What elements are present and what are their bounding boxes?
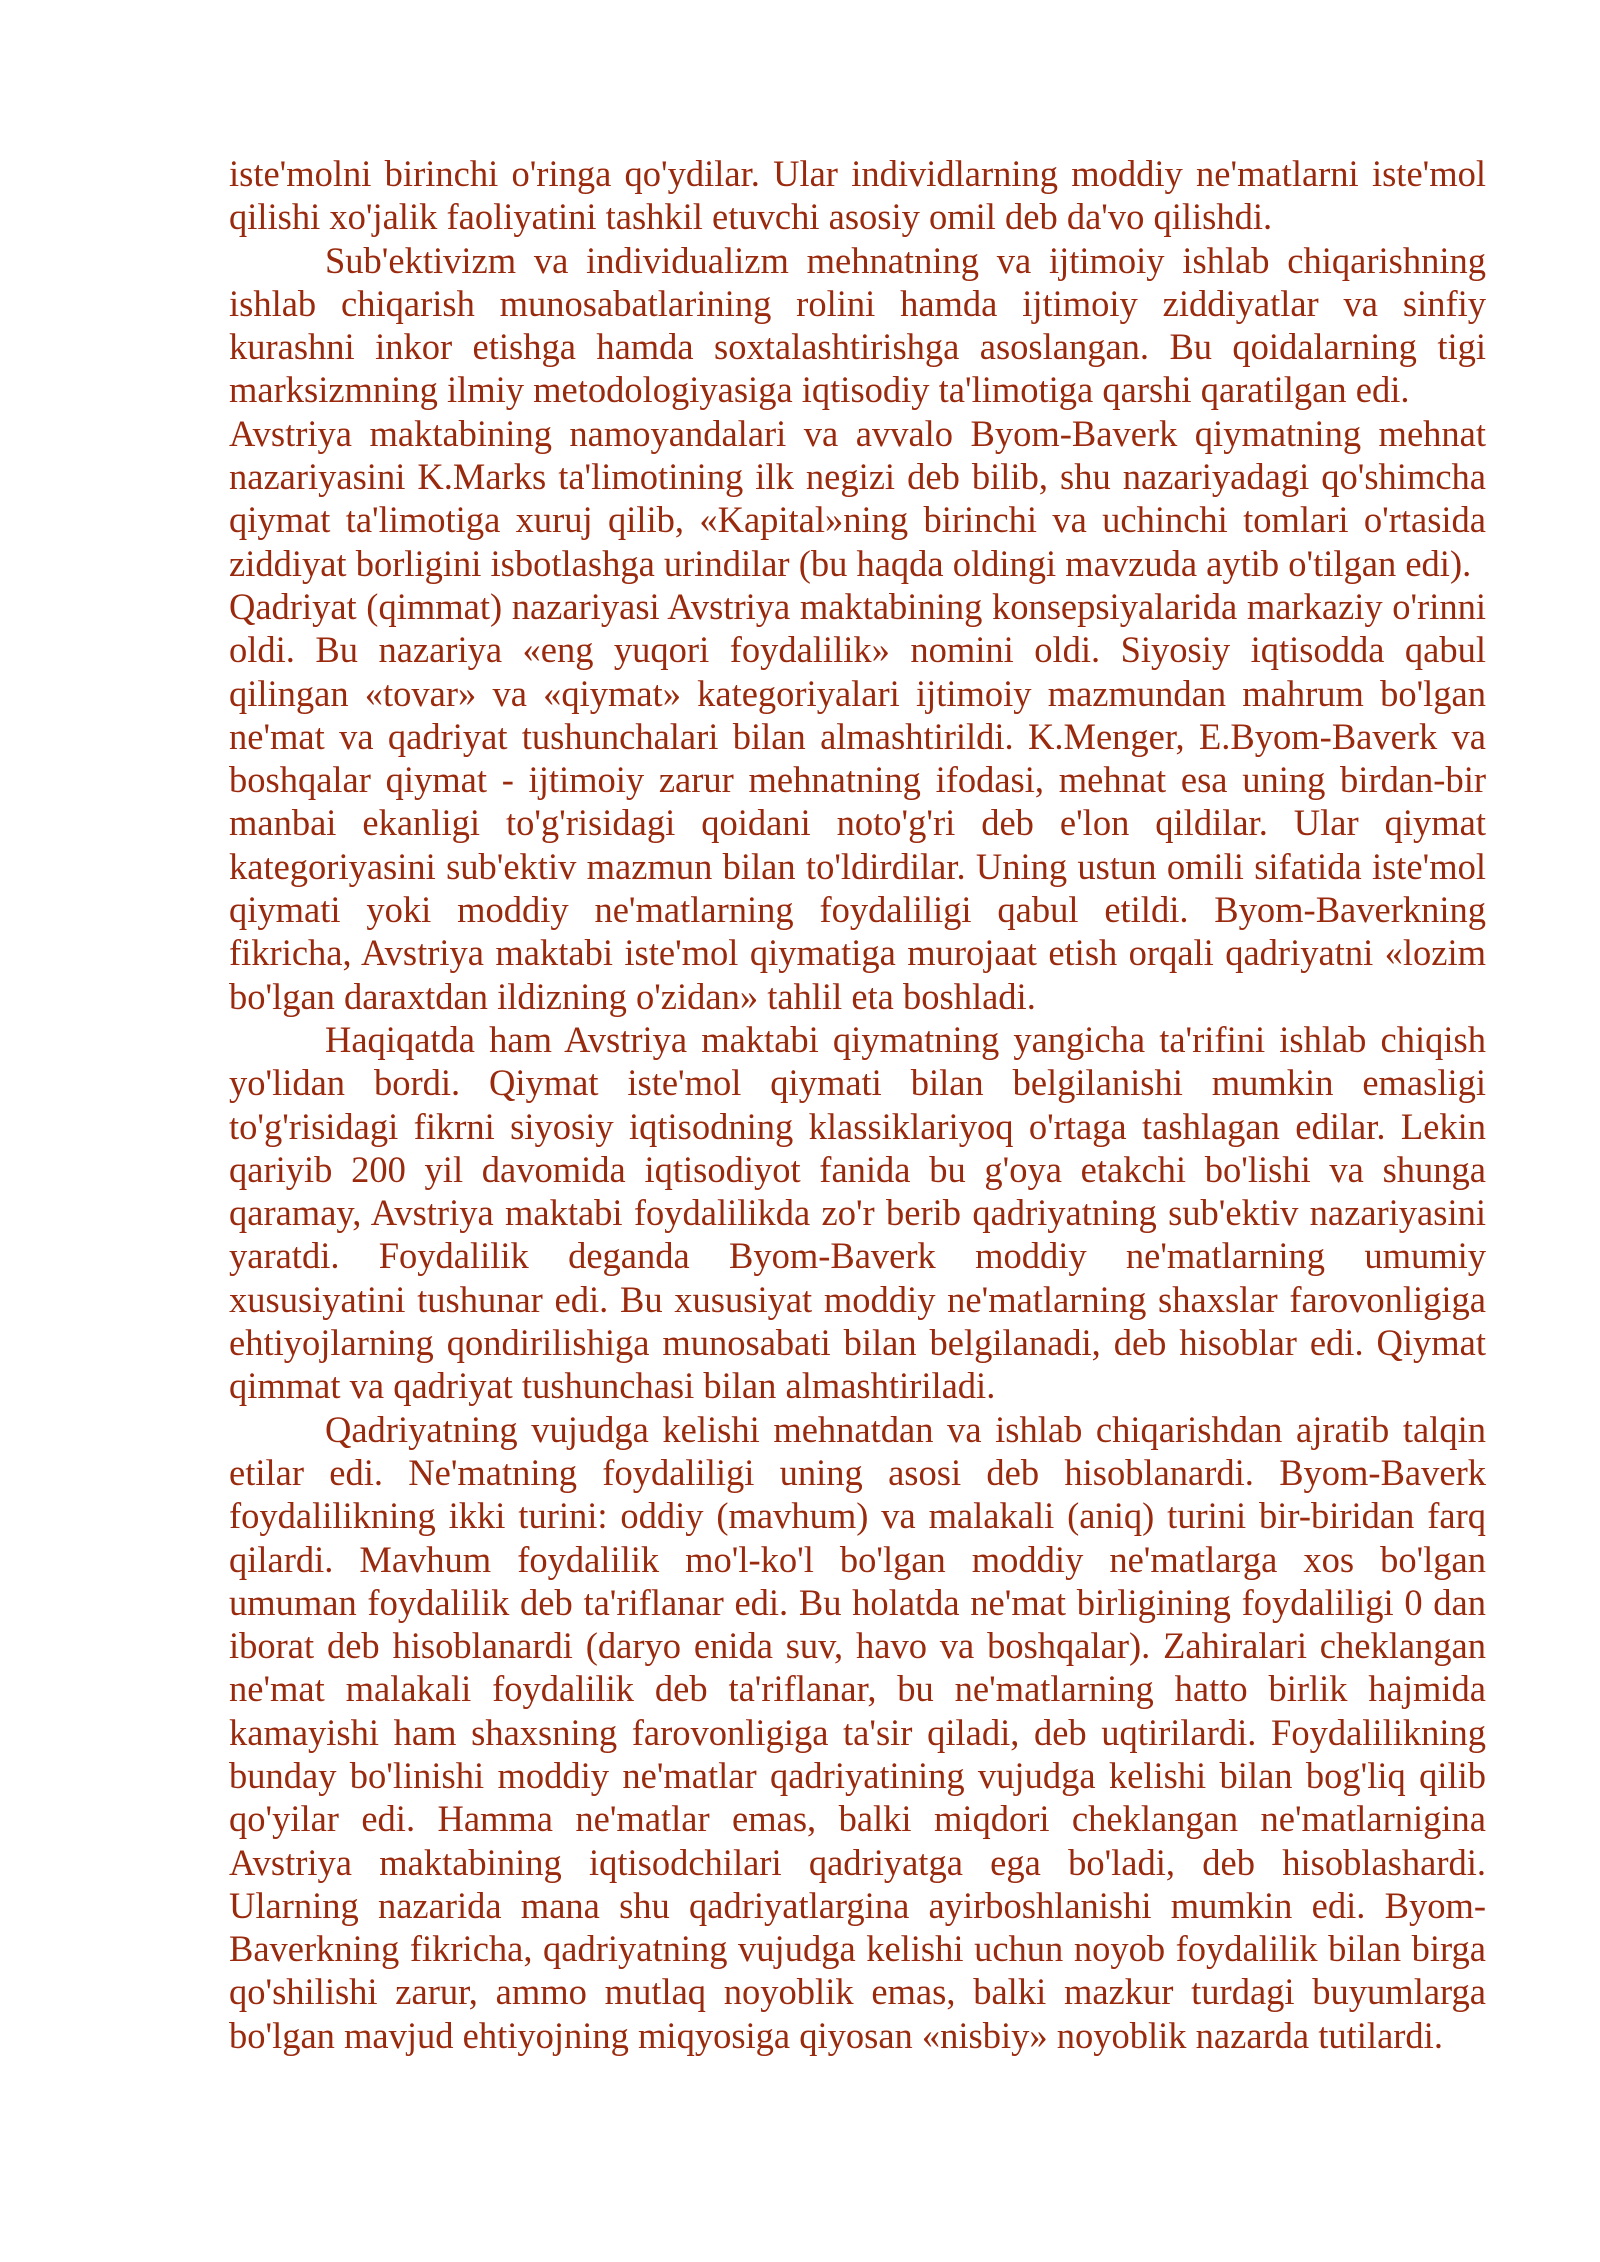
paragraph-5: Haqiqatda ham Avstriya maktabi qiymatning yangicha ta'rifini ishlab chiqish yo'lidan bordi. Qiymat iste'mol qiymati bilan belgilanishi mumkin emasligi to'g'risidagi fikrni siyosiy iqtisodning klassiklariyoq o'rtaga tashlagan edilar. Lekin qariyib 200 yil davomida iqtisodiyot fanida bu g'oya etakchi bo'lishi va shunga qaramay, Avstriya maktabi foydalilikda zo'r berib qadriyatning sub'ektiv nazariyasini yaratdi. Foydalilik deganda Byom-Baverk moddiy ne'matlarning umumiy xususiyatini tushunar edi. Bu xususiyat moddiy ne'matlarning shaxslar farovonligiga ehtiyojlarning qondirilishiga munosabati bilan belgilanadi, deb hisoblar edi. Qiymat qimmat va qadriyat tushunchasi bilan almashtiriladi. — [229, 1018, 1486, 1407]
paragraph-2: Sub'ektivizm va individualizm mehnatning va ijtimoiy ishlab chiqarishning ishlab chiqarish munosabatlarining rolini hamda ijtimoiy ziddiyatlar va sinfiy kurashni inkor etishga hamda soxtalashtirishga asoslangan. Bu qoidalarning tigi marksizmning ilmiy metodologiyasiga iqtisodiy ta'limotiga qarshi qaratilgan edi. — [229, 239, 1486, 411]
paragraph-1: iste'molni birinchi o'ringa qo'ydilar. Ular individlarning moddiy ne'matlarni iste'mol qilishi xo'jalik faoliyatini tashkil etuvchi asosiy omil deb da'vo qilishdi. — [229, 153, 1486, 238]
paragraph-4: Qadriyat (qimmat) nazariyasi Avstriya maktabining konsepsiyalarida markaziy o'rinni oldi. Bu nazariya «eng yuqori foydalilik» nomini oldi. Siyosiy iqtisodda qabul qilingan «tovar» va «qiymat» kategoriyalari ijtimoiy mazmundan mahrum bo'lgan ne'mat va qadriyat tushunchalari bilan almashtirildi. K.Menger, E.Byom-Baverk va boshqalar qiymat - ijtimoiy zarur mehnatning ifodasi, mehnat esa uning birdan-bir manbai ekanligi to'g'risidagi qoidani noto'g'ri deb e'lon qildilar. Ular qiymat kategoriyasini sub'ektiv mazmun bilan to'ldirdilar. Uning ustun omili sifatida iste'mol qiymati yoki moddiy ne'matlarning foydaliligi qabul etildi. Byom-Baverkning fikricha, Avstriya maktabi iste'mol qiymatiga murojaat etish orqali qadriyatni «lozim bo'lgan daraxtdan ildizning o'zidan» tahlil eta boshladi. — [229, 585, 1486, 1017]
paragraph-6: Qadriyatning vujudga kelishi mehnatdan va ishlab chiqarishdan ajratib talqin etilar edi. Ne'matning foydaliligi uning asosi deb hisoblanardi. Byom-Baverk foydalilikning ikki turini: oddiy (mavhum) va malakali (aniq) turini bir-biridan farq qilardi. Mavhum foydalilik mo'l-ko'l bo'lgan moddiy ne'matlarga xos bo'lgan umuman foydalilik deb ta'riflanar edi. Bu holatda ne'mat birligining foydaliligi 0 dan iborat deb hisoblanardi (daryo enida suv, havo va boshqalar). Zahiralari cheklangan ne'mat malakali foydalilik deb ta'riflanar, bu ne'matlarning hatto birlik hajmida kamayishi ham shaxsning farovonligiga ta'sir qiladi, deb uqtirilardi. Foydalilikning bunday bo'linishi moddiy ne'matlar qadriyatining vujudga kelishi bilan bog'liq qilib qo'yilar edi. Hamma ne'matlar emas, balki miqdori cheklangan ne'matlarnigina Avstriya maktabining iqtisodchilari qadriyatga ega bo'ladi, deb hisoblashardi. Ularning nazarida mana shu qadriyatlargina ayirboshlanishi mumkin edi. Byom-Baverkning fikricha, qadriyatning vujudga kelishi uchun noyob foydalilik bilan birga qo'shilishi zarur, ammo mutlaq noyoblik emas, balki mazkur turdagi buyumlarga bo'lgan mavjud ehtiyojning miqyosiga qiyosan «nisbiy» noyoblik nazarda tutilardi. — [229, 1408, 1486, 2056]
document-page — [229, 152, 1486, 2057]
paragraph-3: Avstriya maktabining namoyandalari va avvalo Byom-Baverk qiymatning mehnat nazariyasini K.Marks ta'limotining ilk negizi deb bilib, shu nazariyadagi qo'shimcha qiymat ta'limotiga xuruj qilib, «Kapital»ning birinchi va uchinchi tomlari o'rtasida ziddiyat borligini isbotlashga urindilar (bu haqda oldingi mavzuda aytib o'tilgan edi). — [229, 412, 1486, 584]
